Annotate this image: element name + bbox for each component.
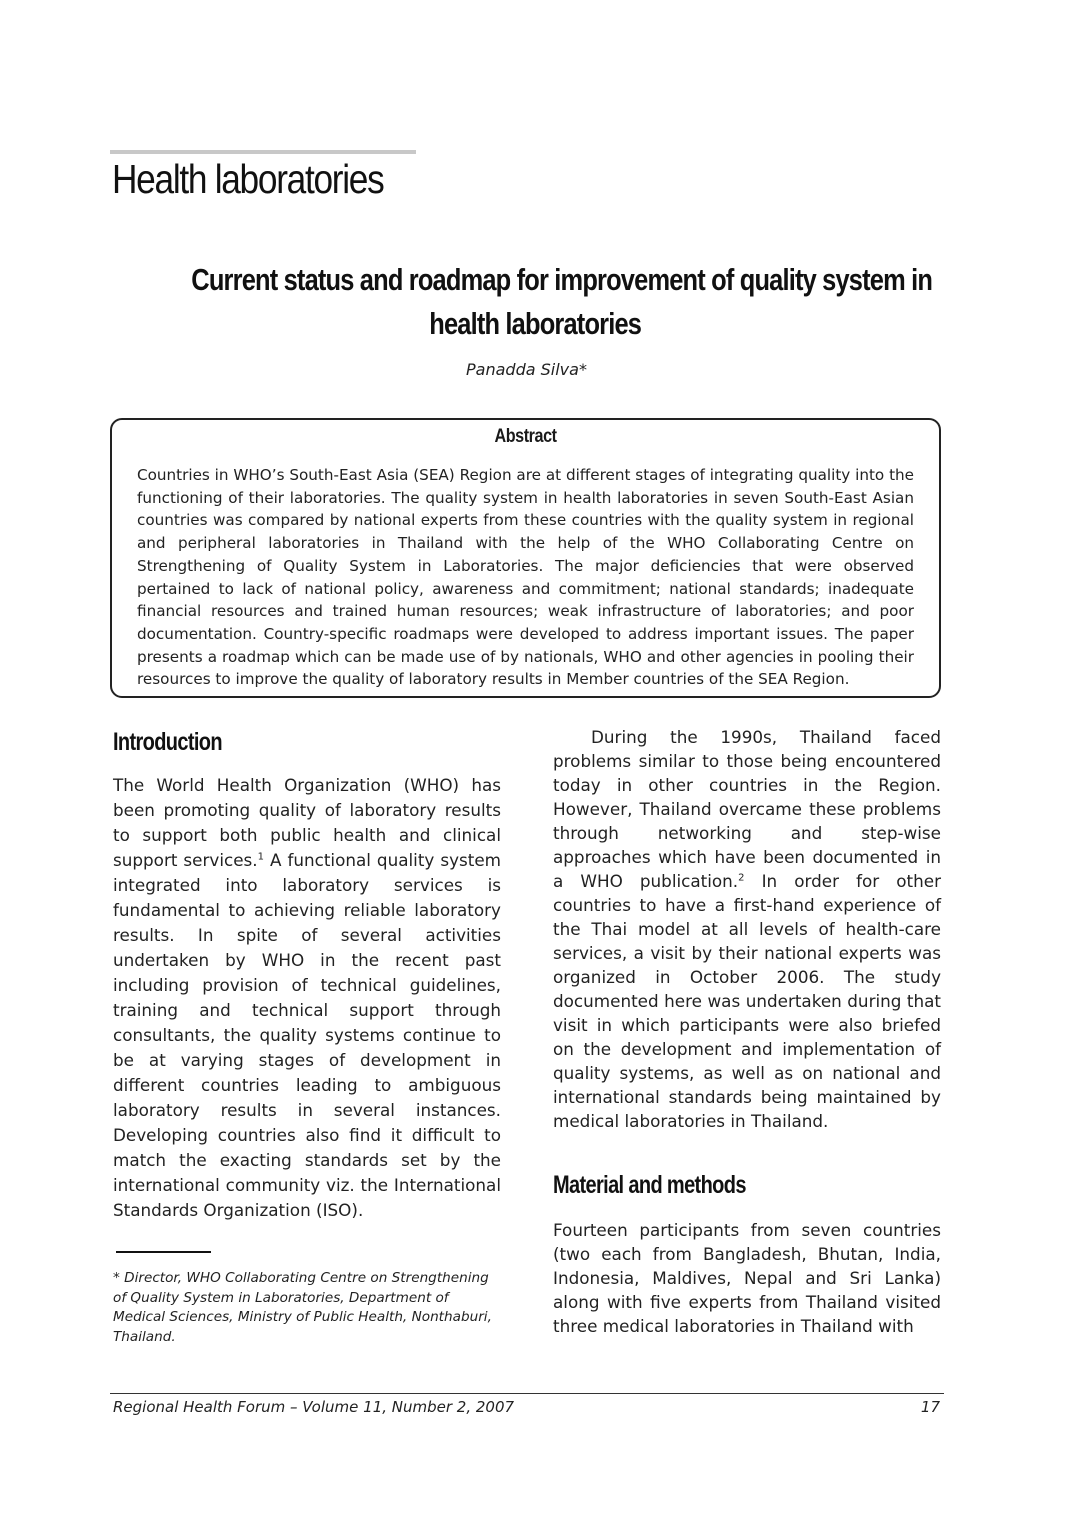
author: Panadda Silva*: [466, 360, 587, 379]
author-footnote: * Director, WHO Collaborating Centre on Strengthening of Quality System in Laboratories, Department of Medical Sciences, Ministry of Public Health, Nonthaburi, Thailand.: [113, 1270, 492, 1346]
left-column: [113, 728, 501, 1223]
footer-rule: [110, 1393, 944, 1394]
abstract-box: [110, 418, 941, 698]
right-column: [553, 725, 941, 1338]
introduction-heading: Introduction: [113, 728, 222, 756]
reference-2[interactable]: 2: [738, 872, 745, 884]
reference-1[interactable]: 1: [257, 851, 264, 863]
methods-paragraph: Fourteen participants from seven countries (two each from Bangladesh, Bhutan, India, Indonesia, Maldives, Nepal and Sri Lanka) along with five experts from Thailand visited three medical laboratories in Thailand with: [553, 1220, 941, 1336]
article-title: [110, 258, 960, 346]
journal-citation: Regional Health Forum – Volume 11, Number 2, 2007: [113, 1398, 515, 1416]
abstract-text: Countries in WHO’s South-East Asia (SEA) Region are at different stages of integrating quality into the functioning of their laboratories. The quality system in health laboratories in seven South-East Asian countries was compared by national experts from these countries with the quality system in regional and peripheral laboratories in Thailand with the help of the WHO Collaborating Centre on Strengthening of Quality System in Laboratories. The major deficiencies that were observed pertained to lack of national policy, awareness and commitment; national standards; inadequate financial resources and trained human resources; weak infrastructure of laboratories; and poor documentation. Country-specific roadmaps were developed to address important issues. The paper presents a roadmap which can be made use of by nationals, WHO and other agencies in pooling their resources to improve the quality of laboratory results in Member countries of the SEA Region.: [137, 466, 914, 689]
footnote-rule: [116, 1251, 211, 1253]
methods-heading: Material and methods: [553, 1171, 746, 1199]
introduction-paragraph-1: The World Health Organization (WHO) has been promoting quality of laboratory results to support both public health and clinical support services.$^1$ A functional quality system integrated into laboratory services is fundamental to achieving reliable laboratory results. In spite of several activities undertaken by WHO in the recent past including provision of technical guidelines, training and technical support through consultants, the quality systems continue to be at varying stages of development in different countries leading to ambiguous laboratory results in several instances. Developing countries also find it difficult to match the exacting standards set by the international community viz. the International Standards Organization (ISO).: [113, 775, 501, 1220]
section-rule: [110, 150, 416, 154]
introduction-paragraph-2: During the 1990s, Thailand faced problems similar to those being encountered today in other countries in the Region. However, Thailand overcame these problems through networking and step-wise approaches which have been documented in a WHO publication.$^2$ In order for other countries to have a first-hand experience of the Thai model at all levels of health-care services, a visit by their national experts was organized in October 2006. The study documented here was undertaken during that visit in which participants were also briefed on the development and implementation of quality systems, as well as on national and international standards being maintained by medical laboratories in Thailand.: [553, 727, 941, 1131]
abstract-heading: Abstract: [494, 426, 557, 447]
article-title-line-1: Current status and roadmap for improvement of quality system in: [191, 262, 933, 297]
article-title-line-2: health laboratories: [429, 306, 641, 341]
page-number: 17: [920, 1398, 940, 1416]
section-title: Health laboratories: [112, 156, 384, 202]
